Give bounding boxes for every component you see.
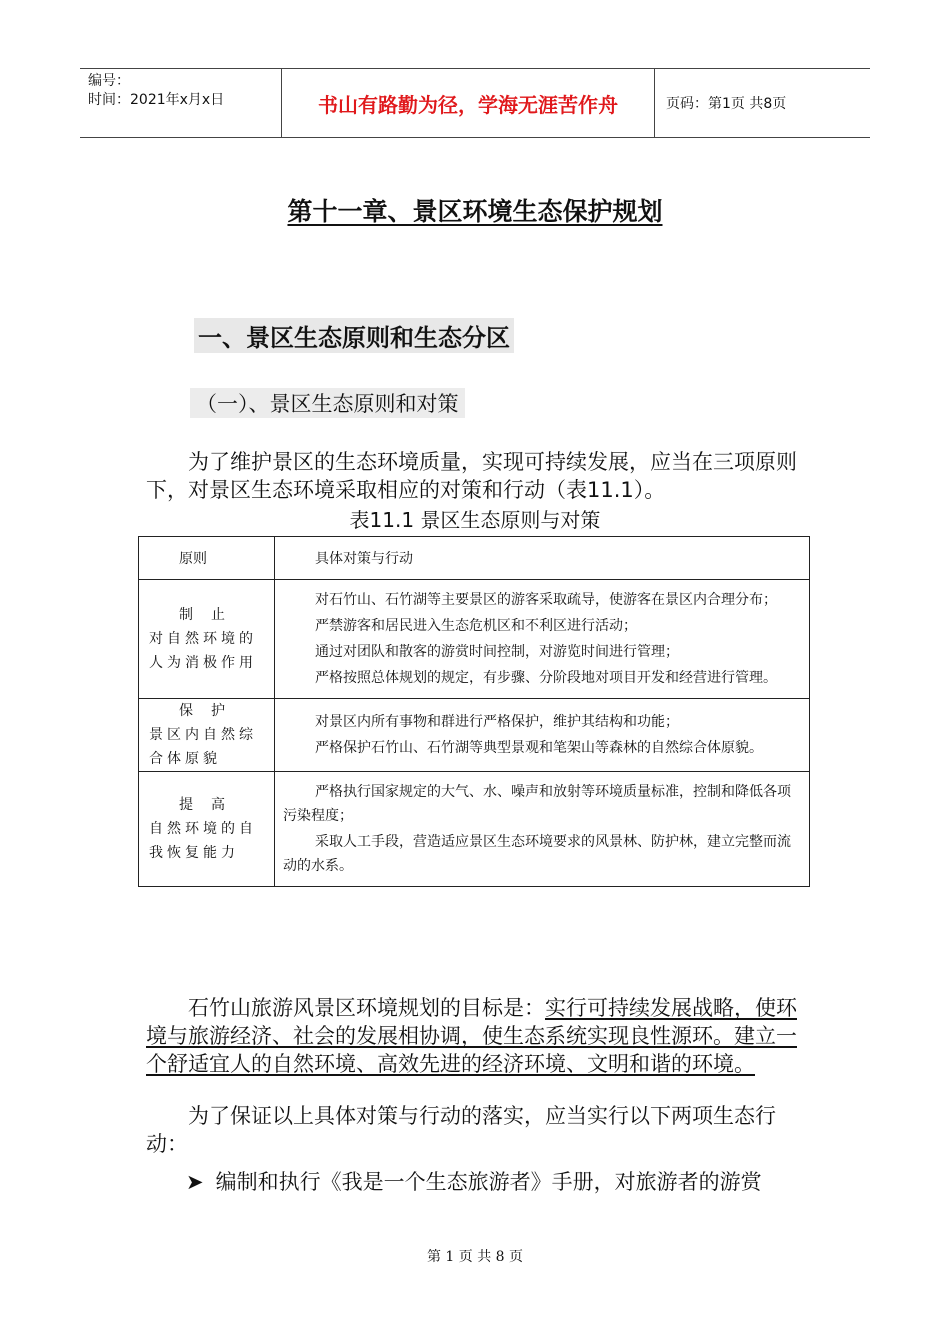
bullet-text: 编制和执行《我是一个生态旅游者》手册，对旅游者的游赏 <box>215 1170 762 1194</box>
time-label: 时间：2021年x月x日 <box>88 92 225 108</box>
number-label: 编号： <box>88 73 130 89</box>
header-page-info: 页码：第1页 共8页 <box>666 96 787 112</box>
page-footer: 第 1 页 共 8 页 <box>426 1249 524 1265</box>
action-item: 严禁游客和居民进入生态危机区和不利区进行活动； <box>315 618 637 634</box>
section-heading-2: （一）、景区生态原则和对策 <box>190 388 465 418</box>
actions-paragraph <box>146 1102 812 1158</box>
principle-object: 对自然环境的人为消极作用 <box>149 631 257 671</box>
arrow-bullet-icon: ➤ <box>186 1170 204 1194</box>
header-principle: 原则 <box>139 537 275 580</box>
goal-lead: 石竹山旅游风景区环境规划的目标是： <box>188 996 545 1020</box>
actions-text: 为了保证以上具体对策与行动的落实，应当实行以下两项生态行动： <box>146 1104 776 1156</box>
actions-cell <box>275 772 810 887</box>
header-motto: 书山有路勤为径，学海无涯苦作舟 <box>282 69 655 137</box>
principle-cell <box>139 580 275 699</box>
header-actions: 具体对策与行动 <box>275 537 810 580</box>
action-item: 严格保护石竹山、石竹湖等典型景观和笔架山等森林的自然综合体原貌。 <box>315 740 763 756</box>
principle-object: 自然环境的自我恢复能力 <box>149 821 257 861</box>
action-item: 采取人工手段，营造适应景区生态环境要求的风景林、防护林，建立完整而流动的水系。 <box>283 834 791 874</box>
table-header-row <box>139 537 810 580</box>
principle-verb: 提高 <box>179 797 243 813</box>
goal-paragraph <box>146 994 812 1078</box>
action-item: 对石竹山、石竹湖等主要景区的游客采取疏导，使游客在景区内合理分布； <box>315 592 777 608</box>
bullet-item <box>186 1166 762 1196</box>
goal-underlined: 实行可持续发展战略，使环境与旅游经济、社会的发展相协调，使生态系统实现良性源环。建立一个舒适宜人的自然环境、高效先进的经济环境、文明和谐的环境。 <box>146 996 797 1076</box>
table-title: 表11.1 景区生态原则与对策 <box>349 508 601 532</box>
header-meta <box>80 69 282 137</box>
principle-cell <box>139 699 275 772</box>
actions-cell <box>275 580 810 699</box>
table-row <box>139 772 810 887</box>
table-row <box>139 580 810 699</box>
principles-table <box>138 536 810 887</box>
table-row <box>139 699 810 772</box>
intro-paragraph <box>146 448 812 504</box>
principle-cell <box>139 772 275 887</box>
document-header <box>80 68 870 138</box>
action-item: 严格按照总体规划的规定，有步骤、分阶段地对项目开发和经营进行管理。 <box>315 670 777 686</box>
actions-cell <box>275 699 810 772</box>
action-item: 对景区内所有事物和群进行严格保护，维护其结构和功能； <box>315 714 679 730</box>
principle-verb: 制止 <box>179 607 243 623</box>
principle-verb: 保护 <box>179 703 243 719</box>
chapter-title-wrap <box>0 192 950 228</box>
chapter-title: 第十一章、景区环境生态保护规划 <box>287 197 663 226</box>
intro-text: 为了维护景区的生态环境质量，实现可持续发展，应当在三项原则下，对景区生态环境采取相应的对策和行动（表11.1）。 <box>146 450 797 502</box>
principle-object: 景区内自然综合体原貌 <box>149 727 257 767</box>
action-item: 通过对团队和散客的游赏时间控制，对游览时间进行管理； <box>315 644 679 660</box>
action-item: 严格执行国家规定的大气、水、噪声和放射等环境质量标准，控制和降低各项污染程度； <box>283 784 791 824</box>
section-heading-1: 一、景区生态原则和生态分区 <box>194 318 514 353</box>
